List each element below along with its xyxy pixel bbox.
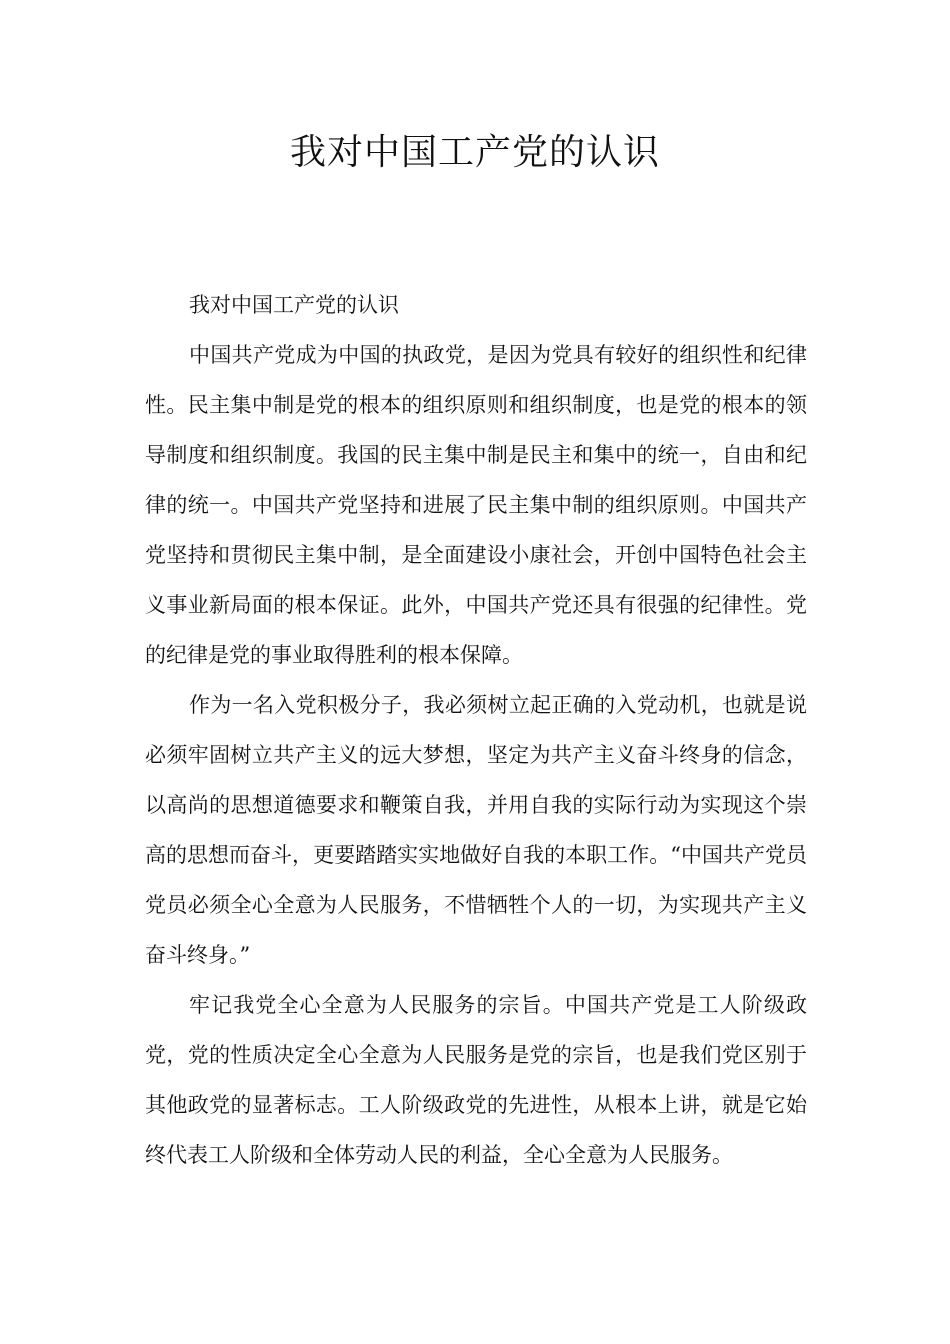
paragraph-subtitle: 我对中国工产党的认识	[189, 293, 399, 317]
document-body	[145, 280, 807, 1180]
paragraph-organization-discipline: 中国共产党成为中国的执政党，是因为党具有较好的组织性和纪律性。民主集中制是党的根本的组织原则和组织制度，也是党的根本的领导制度和组织制度。我国的民主集中制是民主和集中的统一，自由和纪律的统一。中国共产党坚持和进展了民主集中制的组织原则。中国共产党坚持和贯彻民主集中制，是全面建设小康社会，开创中国特色社会主义事业新局面的根本保证。此外，中国共产党还具有很强的纪律性。党的纪律是党的事业取得胜利的根本保障。	[145, 343, 807, 667]
paragraph-serve-people: 牢记我党全心全意为人民服务的宗旨。中国共产党是工人阶级政党，党的性质决定全心全意为人民服务是党的宗旨，也是我们党区别于其他政党的显著标志。工人阶级政党的先进性，从根本上讲，就是它始终代表工人阶级和全体劳动人民的利益，全心全意为人民服务。	[145, 993, 807, 1167]
document-title: 我对中国工产党的认识	[289, 132, 660, 173]
paragraph-party-motivation: 作为一名入党积极分子，我必须树立起正确的入党动机，也就是说必须牢固树立共产主义的远大梦想，坚定为共产主义奋斗终身的信念，以高尚的思想道德要求和鞭策自我，并用自我的实际行动为实现这个崇高的思想而奋斗，更要踏踏实实地做好自我的本职工作。“中国共产党员党员必须全心全意为人民服务，不惜牺牲个人的一切，为实现共产主义奋斗终身。”	[145, 693, 807, 967]
